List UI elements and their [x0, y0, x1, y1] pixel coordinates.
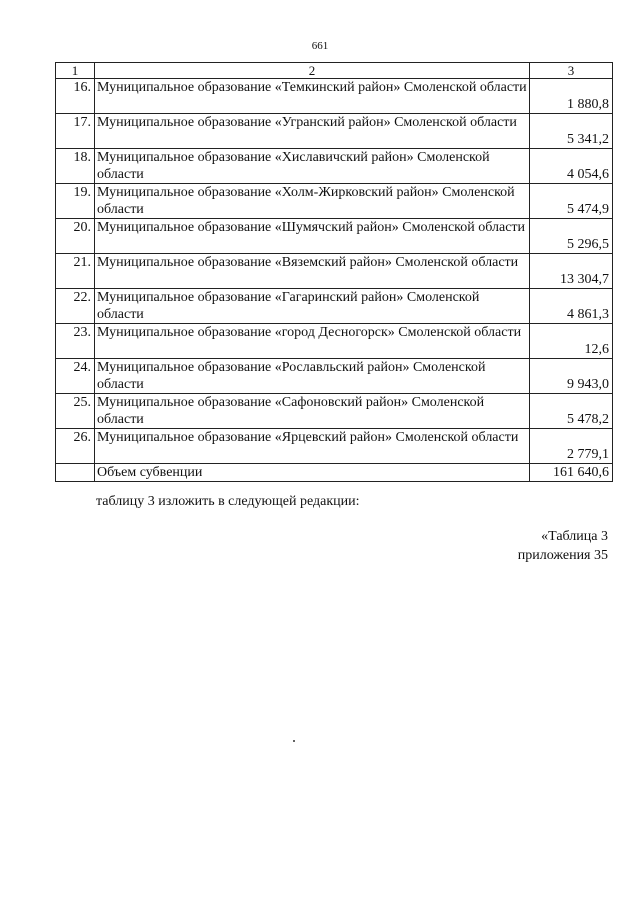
subvention-value: 1 880,8	[530, 79, 613, 114]
table-row	[56, 114, 613, 149]
total-label: Объем субвенции	[95, 464, 530, 482]
row-number: 21.	[56, 254, 95, 289]
municipality-name: Муниципальное образование «Ярцевский район» Смоленской области	[95, 429, 530, 464]
subvention-value: 2 779,1	[530, 429, 613, 464]
municipality-name: Муниципальное образование «Гагаринский район» Смоленской области	[95, 289, 530, 324]
table-total-row	[56, 464, 613, 482]
subvention-value: 12,6	[530, 324, 613, 359]
municipality-name: Муниципальное образование «Холм-Жирковский район» Смоленской области	[95, 184, 530, 219]
table-row	[56, 79, 613, 114]
page-number: 661	[311, 40, 329, 52]
municipality-name: Муниципальное образование «Угранский район» Смоленской области	[95, 114, 530, 149]
subvention-table	[55, 62, 613, 482]
table-reference-line-2: приложения 35	[517, 548, 608, 563]
row-number: 16.	[56, 79, 95, 114]
row-number: 23.	[56, 324, 95, 359]
municipality-name: Муниципальное образование «город Десногорск» Смоленской области	[95, 324, 530, 359]
table-row	[56, 184, 613, 219]
table-row	[56, 149, 613, 184]
municipality-name: Муниципальное образование «Темкинский район» Смоленской области	[95, 79, 530, 114]
row-number: 17.	[56, 114, 95, 149]
subvention-value: 9 943,0	[530, 359, 613, 394]
subvention-value: 5 296,5	[530, 219, 613, 254]
scan-speck	[293, 740, 295, 742]
municipality-name: Муниципальное образование «Хиславичский район» Смоленской области	[95, 149, 530, 184]
total-number	[56, 464, 95, 482]
table-row	[56, 324, 613, 359]
header-col-1: 1	[56, 63, 95, 79]
total-value: 161 640,6	[530, 464, 613, 482]
municipality-name: Муниципальное образование «Сафоновский район» Смоленской области	[95, 394, 530, 429]
table-row	[56, 429, 613, 464]
subvention-value: 4 861,3	[530, 289, 613, 324]
row-number: 18.	[56, 149, 95, 184]
municipality-name: Муниципальное образование «Рославльский район» Смоленской области	[95, 359, 530, 394]
subvention-value: 5 478,2	[530, 394, 613, 429]
row-number: 22.	[56, 289, 95, 324]
table-header-row	[56, 63, 613, 79]
table-row	[56, 359, 613, 394]
row-number: 24.	[56, 359, 95, 394]
table-row	[56, 254, 613, 289]
table-row	[56, 394, 613, 429]
amendment-paragraph: таблицу 3 изложить в следующей редакции:	[96, 494, 360, 509]
subvention-value: 5 341,2	[530, 114, 613, 149]
municipality-name: Муниципальное образование «Вяземский район» Смоленской области	[95, 254, 530, 289]
row-number: 19.	[56, 184, 95, 219]
row-number: 25.	[56, 394, 95, 429]
table-row	[56, 219, 613, 254]
row-number: 26.	[56, 429, 95, 464]
header-col-2: 2	[95, 63, 530, 79]
subvention-value: 5 474,9	[530, 184, 613, 219]
subvention-value: 13 304,7	[530, 254, 613, 289]
row-number: 20.	[56, 219, 95, 254]
municipality-name: Муниципальное образование «Шумячский район» Смоленской области	[95, 219, 530, 254]
subvention-value: 4 054,6	[530, 149, 613, 184]
header-col-3: 3	[530, 63, 613, 79]
table-reference-line-1: «Таблица 3	[541, 529, 608, 544]
table-row	[56, 289, 613, 324]
